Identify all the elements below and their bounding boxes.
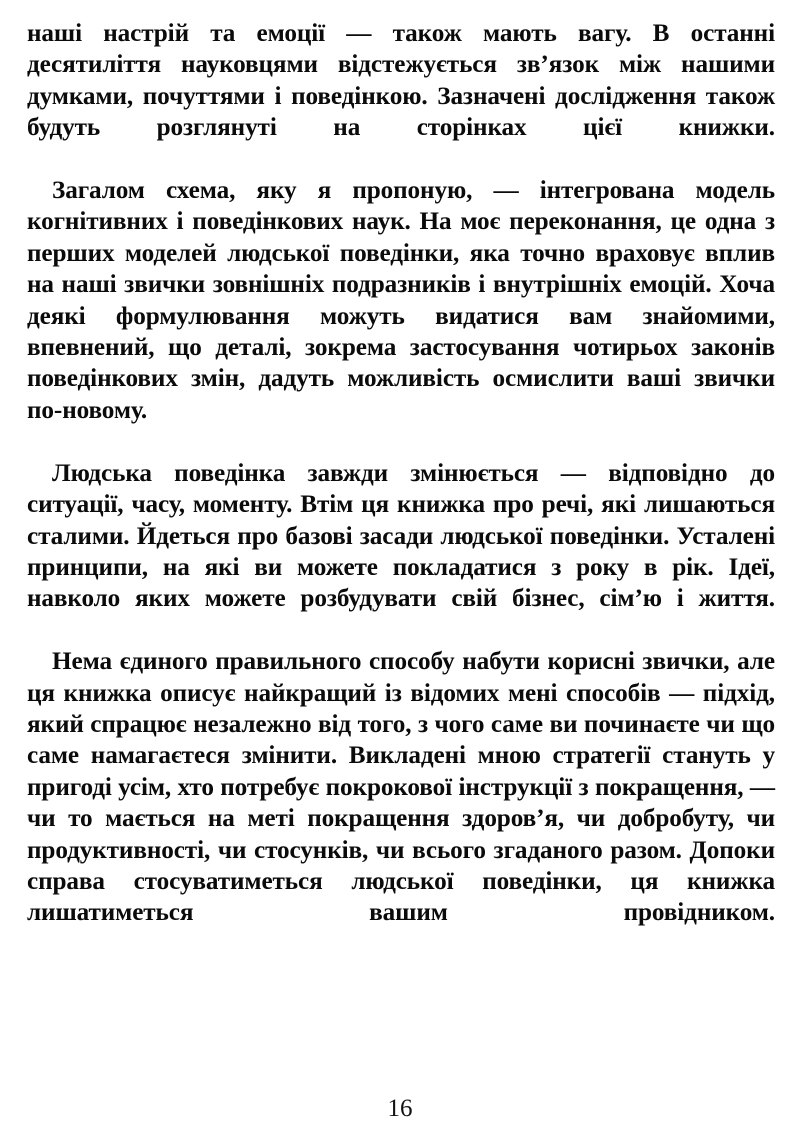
page-number: 16 (387, 1095, 413, 1122)
page-text-block (27, 18, 775, 960)
paragraph-3: Людська поведінка завжди змінюється — відповідно до ситуації, часу, моменту. Втім ця книжка про речі, які лишаються сталими. Йдеться про базові засади людської поведінки. Усталені принципи, на які ви можете покладатися з року в рік. Ідеї, навколо яких можете розбудувати свій бізнес, сім’ю і життя. (27, 459, 775, 613)
paragraph-4: Нема єдиного правильного способу набути корисні звички, але ця книжка описує найкращий із відомих мені способів — підхід, який спрацює незалежно від того, з чого саме ви починаєте чи що саме намагаєтеся змінити. Викладені мною стратегії стануть у пригоді усім, хто потребує покрокової інструкції з покращення, — чи то мається на меті покращення здоров’я, чи добробуту, чи продуктивності, чи стосунків, чи всього згаданого разом. Допоки справа стосуватиметься людської поведінки, ця книжка лишатиметься вашим провідником. (27, 648, 775, 927)
paragraph-1: наші настрій та емоції — також мають вагу. В останні десятиліття науковцями відстежується зв’язок між нашими думками, почуттями і поведінкою. Зазначені дослідження також будуть розглянуті на сторінках цієї книжки. (27, 20, 775, 142)
paragraph-2: Загалом схема, яку я пропоную, — інтегрована модель когнітивних і поведінкових наук. На моє переконання, це одна з перших моделей людської поведінки, яка точно враховує вплив на наші звички зовнішніх подразників і внутрішніх емоцій. Хоча деякі формулювання можуть видатися вам знайомими, впевнений, що деталі, зокрема застосування чотирьох законів поведінкових змін, дадуть можливість осмислити ваші звички по-новому. (27, 177, 775, 424)
